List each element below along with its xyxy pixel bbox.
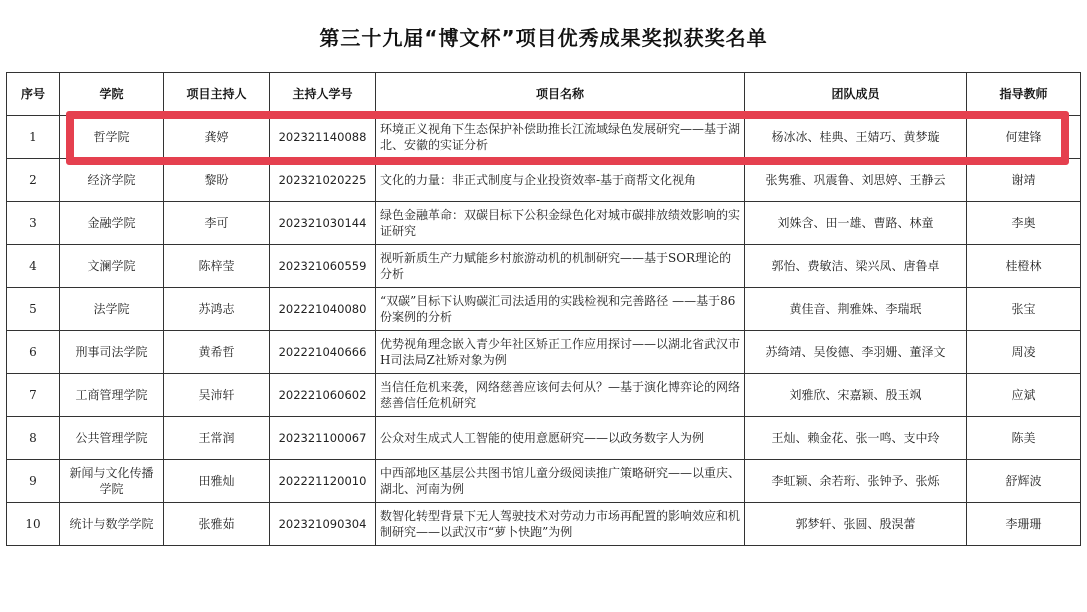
cell-student-id: 202321030144	[270, 202, 376, 245]
table-row	[7, 374, 1081, 417]
header-row	[7, 73, 1081, 116]
cell-student-id: 202221120010	[270, 460, 376, 503]
cell-advisor: 张宝	[967, 288, 1081, 331]
table-row	[7, 288, 1081, 331]
cell-seq: 5	[7, 288, 60, 331]
cell-project: 绿色金融革命：双碳目标下公积金绿色化对城市碳排放绩效影响的实证研究	[376, 202, 745, 245]
cell-advisor: 李珊珊	[967, 503, 1081, 546]
cell-student-id: 202221040080	[270, 288, 376, 331]
header-student-id: 主持人学号	[270, 73, 376, 116]
cell-seq: 3	[7, 202, 60, 245]
cell-project: 文化的力量：非正式制度与企业投资效率-基于商帮文化视角	[376, 159, 745, 202]
header-team: 团队成员	[745, 73, 967, 116]
cell-leader: 吴沛轩	[164, 374, 270, 417]
cell-leader: 龚婷	[164, 116, 270, 159]
cell-college: 哲学院	[60, 116, 164, 159]
cell-college: 工商管理学院	[60, 374, 164, 417]
cell-student-id: 202321100067	[270, 417, 376, 460]
award-table	[6, 72, 1081, 546]
cell-leader: 张雅茹	[164, 503, 270, 546]
table-row	[7, 245, 1081, 288]
cell-advisor: 应斌	[967, 374, 1081, 417]
cell-project: 公众对生成式人工智能的使用意愿研究——以政务数字人为例	[376, 417, 745, 460]
cell-seq: 7	[7, 374, 60, 417]
cell-project: 优势视角理念嵌入青少年社区矫正工作应用探讨——以湖北省武汉市H司法局Z社矫对象为例	[376, 331, 745, 374]
table-row	[7, 202, 1081, 245]
cell-college: 统计与数学学院	[60, 503, 164, 546]
cell-project: 当信任危机来袭，网络慈善应该何去何从？—基于演化博弈论的网络慈善信任危机研究	[376, 374, 745, 417]
cell-leader: 陈梓莹	[164, 245, 270, 288]
table-row	[7, 503, 1081, 546]
cell-advisor: 谢靖	[967, 159, 1081, 202]
table-row	[7, 159, 1081, 202]
cell-project: 数智化转型背景下无人驾驶技术对劳动力市场再配置的影响效应和机制研究——以武汉市“萝卜快跑”为例	[376, 503, 745, 546]
cell-student-id: 202321140088	[270, 116, 376, 159]
header-project: 项目名称	[376, 73, 745, 116]
cell-team: 郭梦轩、张圆、殷淏蕾	[745, 503, 967, 546]
cell-seq: 8	[7, 417, 60, 460]
header-leader: 项目主持人	[164, 73, 270, 116]
cell-student-id: 202221040666	[270, 331, 376, 374]
cell-team: 苏绮靖、吴俊德、李羽姗、董泽文	[745, 331, 967, 374]
cell-team: 李虹颖、余若珩、张钟予、张烁	[745, 460, 967, 503]
cell-advisor: 周凌	[967, 331, 1081, 374]
cell-college: 经济学院	[60, 159, 164, 202]
cell-leader: 李可	[164, 202, 270, 245]
cell-team: 杨冰冰、桂典、王婧巧、黄梦璇	[745, 116, 967, 159]
cell-college: 刑事司法学院	[60, 331, 164, 374]
header-college: 学院	[60, 73, 164, 116]
header-seq: 序号	[7, 73, 60, 116]
cell-team: 黄佳音、荆雅姝、李瑞珉	[745, 288, 967, 331]
cell-seq: 4	[7, 245, 60, 288]
cell-team: 刘姝含、田一雄、曹路、林童	[745, 202, 967, 245]
cell-leader: 黎盼	[164, 159, 270, 202]
cell-college: 新闻与文化传播学院	[60, 460, 164, 503]
cell-project: 中西部地区基层公共图书馆儿童分级阅读推广策略研究——以重庆、湖北、河南为例	[376, 460, 745, 503]
cell-leader: 王常润	[164, 417, 270, 460]
cell-student-id: 202321060559	[270, 245, 376, 288]
cell-project: “双碳”目标下认购碳汇司法适用的实践检视和完善路径 ——基于86份案例的分析	[376, 288, 745, 331]
cell-student-id: 202221060602	[270, 374, 376, 417]
cell-seq: 6	[7, 331, 60, 374]
cell-seq: 10	[7, 503, 60, 546]
cell-advisor: 桂橙林	[967, 245, 1081, 288]
table-row	[7, 331, 1081, 374]
cell-project: 视听新质生产力赋能乡村旅游动机的机制研究——基于SOR理论的分析	[376, 245, 745, 288]
cell-college: 文澜学院	[60, 245, 164, 288]
cell-college: 金融学院	[60, 202, 164, 245]
cell-advisor: 何建锋	[967, 116, 1081, 159]
header-advisor: 指导教师	[967, 73, 1081, 116]
table-row	[7, 417, 1081, 460]
cell-seq: 1	[7, 116, 60, 159]
table-row	[7, 460, 1081, 503]
cell-student-id: 202321090304	[270, 503, 376, 546]
cell-leader: 田雅灿	[164, 460, 270, 503]
cell-college: 法学院	[60, 288, 164, 331]
cell-leader: 黄希哲	[164, 331, 270, 374]
cell-seq: 2	[7, 159, 60, 202]
cell-student-id: 202321020225	[270, 159, 376, 202]
cell-advisor: 李奥	[967, 202, 1081, 245]
cell-seq: 9	[7, 460, 60, 503]
cell-college: 公共管理学院	[60, 417, 164, 460]
cell-advisor: 舒辉波	[967, 460, 1081, 503]
cell-advisor: 陈美	[967, 417, 1081, 460]
cell-team: 张隽雅、巩震鲁、刘思婷、王静云	[745, 159, 967, 202]
cell-team: 郭怡、费敏洁、梁兴凤、唐鲁卓	[745, 245, 967, 288]
cell-project: 环境正义视角下生态保护补偿助推长江流域绿色发展研究——基于湖北、安徽的实证分析	[376, 116, 745, 159]
cell-team: 刘雅欣、宋嘉颖、殷玉飒	[745, 374, 967, 417]
table-row	[7, 116, 1081, 159]
cell-team: 王灿、赖金花、张一鸣、支中玲	[745, 417, 967, 460]
cell-leader: 苏鸿志	[164, 288, 270, 331]
page-title: 第三十九届“博文杯”项目优秀成果奖拟获奖名单	[319, 26, 768, 50]
